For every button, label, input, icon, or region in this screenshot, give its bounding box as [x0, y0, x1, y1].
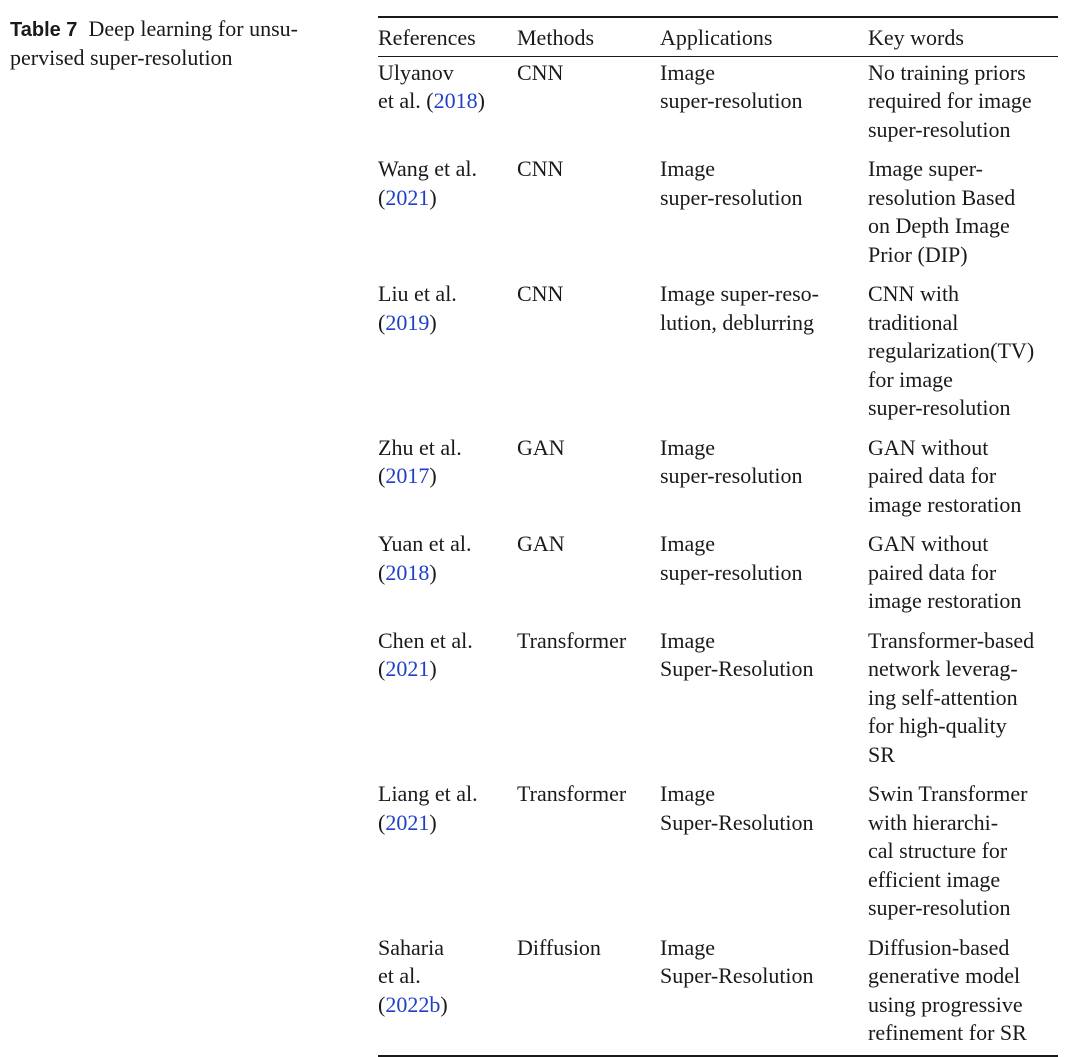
table-row [378, 623, 1058, 777]
header-references: References [378, 25, 476, 50]
keywords-line: paired data for [868, 463, 997, 488]
application-line: Image [660, 531, 715, 556]
citation-year-link[interactable]: 2021 [385, 656, 430, 681]
citation-year-link[interactable]: 2017 [385, 463, 430, 488]
cell-application [660, 780, 868, 923]
caption-text-line-1: Deep learning for unsu- [88, 16, 298, 41]
cell-keywords [868, 59, 1058, 145]
table-row [378, 151, 1058, 276]
reference-line: (2019) [378, 309, 437, 335]
keywords-line: generative model [868, 963, 1021, 988]
table-row [378, 430, 1058, 527]
keywords-line: Image super- [868, 156, 984, 181]
cell-keywords [868, 280, 1058, 423]
cell-method: Diffusion [517, 934, 601, 960]
reference-suffix: ) [429, 184, 437, 210]
reference-line: (2022b) [378, 991, 448, 1017]
keywords-line: for high-quality [868, 713, 1007, 738]
application-line: Image [660, 627, 715, 653]
application-line: Image [660, 934, 715, 960]
cell-application [660, 280, 868, 423]
keywords-line: for image [868, 366, 953, 392]
keywords-line: GAN without [868, 434, 989, 460]
application-line: Image [660, 781, 715, 806]
cell-application [660, 530, 868, 616]
table-row [378, 57, 1058, 152]
cell-method: Transformer [517, 627, 627, 653]
reference-text: Liang et al. [378, 781, 478, 806]
super-resolution-table [378, 16, 1058, 1057]
keywords-line: GAN without [868, 531, 989, 556]
cell-method: Transformer [517, 781, 627, 806]
application-line: Super-Resolution [660, 963, 814, 988]
keywords-line: super-resolution [868, 895, 1011, 920]
reference-line [378, 627, 513, 656]
cell-reference [378, 155, 517, 269]
application-line: Image [660, 434, 715, 460]
header-applications: Applications [660, 25, 773, 50]
application-line: super-resolution [660, 559, 803, 585]
keywords-line: resolution Based [868, 184, 1016, 210]
keywords-line: on Depth Image [868, 213, 1010, 238]
cell-reference [378, 280, 517, 423]
cell-keywords [868, 530, 1058, 616]
keywords-line: image restoration [868, 588, 1022, 613]
reference-line [378, 280, 513, 309]
keywords-line: network leverag- [868, 656, 1018, 681]
keywords-line: ing self-attention [868, 684, 1018, 710]
keywords-line: super-resolution [868, 116, 1011, 142]
reference-line [378, 530, 513, 559]
application-line: super-resolution [660, 88, 803, 113]
reference-line [378, 434, 513, 463]
cell-reference [378, 59, 517, 145]
keywords-line: paired data for [868, 559, 997, 585]
keywords-line: CNN with [868, 281, 960, 306]
keywords-line: traditional [868, 309, 959, 335]
reference-suffix: ) [429, 656, 437, 681]
reference-suffix: ) [429, 463, 437, 488]
application-line: super-resolution [660, 463, 803, 488]
citation-year-link[interactable]: 2021 [385, 809, 430, 835]
table-row [378, 276, 1058, 430]
reference-line: (2021) [378, 656, 437, 681]
cell-reference [378, 934, 517, 1048]
citation-year-link[interactable]: 2021 [385, 184, 430, 210]
reference-line [378, 59, 513, 88]
cell-method: CNN [517, 59, 564, 85]
table-body [378, 57, 1058, 1055]
reference-line [378, 934, 513, 963]
cell-application [660, 627, 868, 770]
cell-application [660, 155, 868, 269]
table-row [378, 776, 1058, 930]
cell-keywords [868, 155, 1058, 269]
cell-reference [378, 530, 517, 616]
keywords-line: efficient image [868, 866, 1001, 892]
keywords-line: Diffusion-based [868, 934, 1010, 960]
table-caption [10, 15, 340, 71]
reference-line: et al. (2018) [378, 88, 485, 113]
cell-application [660, 434, 868, 520]
citation-year-link[interactable]: 2018 [385, 559, 430, 585]
keywords-line: refinement for SR [868, 1020, 1027, 1045]
citation-year-link[interactable]: 2022b [385, 991, 441, 1017]
reference-suffix: ) [429, 559, 437, 585]
table-bottom-rule [378, 1055, 1058, 1057]
keywords-line: Swin Transformer [868, 781, 1028, 806]
keywords-line: super-resolution [868, 395, 1011, 420]
table-row [378, 930, 1058, 1055]
keywords-line: using progressive [868, 991, 1023, 1017]
reference-text: Saharia [378, 934, 444, 960]
header-keywords: Key words [868, 25, 964, 50]
cell-method: GAN [517, 531, 565, 556]
cell-method: GAN [517, 434, 565, 460]
reference-text: et al. [378, 963, 421, 988]
cell-keywords [868, 627, 1058, 770]
reference-text: Ulyanov [378, 59, 454, 85]
cell-keywords [868, 780, 1058, 923]
reference-suffix: ) [429, 809, 437, 835]
reference-line: (2021) [378, 184, 437, 210]
reference-line [378, 780, 513, 809]
keywords-line: regularization(TV) [868, 338, 1035, 363]
header-methods: Methods [517, 25, 594, 50]
cell-reference [378, 434, 517, 520]
reference-line: (2021) [378, 809, 437, 835]
reference-suffix: ) [440, 991, 448, 1017]
cell-application [660, 59, 868, 145]
reference-text: Wang et al. [378, 156, 478, 181]
keywords-line: cal structure for [868, 838, 1008, 863]
reference-text: et al. [378, 88, 427, 113]
citation-year-link[interactable]: 2019 [385, 309, 430, 335]
reference-line: (2017) [378, 463, 437, 488]
cell-reference [378, 780, 517, 923]
cell-keywords [868, 934, 1058, 1048]
citation-year-link[interactable]: 2018 [433, 88, 478, 113]
caption-text-line-2: pervised super-resolution [10, 45, 233, 70]
reference-text: Liu et al. [378, 281, 457, 306]
reference-text: Yuan et al. [378, 531, 472, 556]
cell-method: CNN [517, 281, 564, 306]
reference-line [378, 155, 513, 184]
keywords-line: image restoration [868, 491, 1022, 517]
application-line: lution, deblurring [660, 309, 814, 335]
table-row [378, 526, 1058, 623]
keywords-line: required for image [868, 88, 1032, 113]
keywords-line: No training priors [868, 59, 1026, 85]
keywords-line: SR [868, 741, 895, 767]
keywords-line: Transformer-based [868, 627, 1035, 653]
reference-line [378, 962, 513, 991]
application-line: Super-Resolution [660, 809, 814, 835]
application-line: Image [660, 156, 715, 181]
application-line: super-resolution [660, 184, 803, 210]
keywords-line: with hierarchi- [868, 809, 999, 835]
application-line: Image super-reso- [660, 281, 819, 306]
application-line: Super-Resolution [660, 656, 814, 681]
application-line: Image [660, 59, 715, 85]
reference-suffix: ) [429, 309, 437, 335]
reference-suffix: ) [477, 88, 485, 113]
table-header-row [378, 18, 1058, 56]
table-label: Table 7 [10, 19, 78, 41]
cell-method: CNN [517, 156, 564, 181]
cell-reference [378, 627, 517, 770]
keywords-line: Prior (DIP) [868, 241, 968, 267]
cell-application [660, 934, 868, 1048]
reference-text: Chen et al. [378, 627, 473, 653]
reference-line: (2018) [378, 559, 437, 585]
cell-keywords [868, 434, 1058, 520]
reference-text: Zhu et al. [378, 434, 462, 460]
